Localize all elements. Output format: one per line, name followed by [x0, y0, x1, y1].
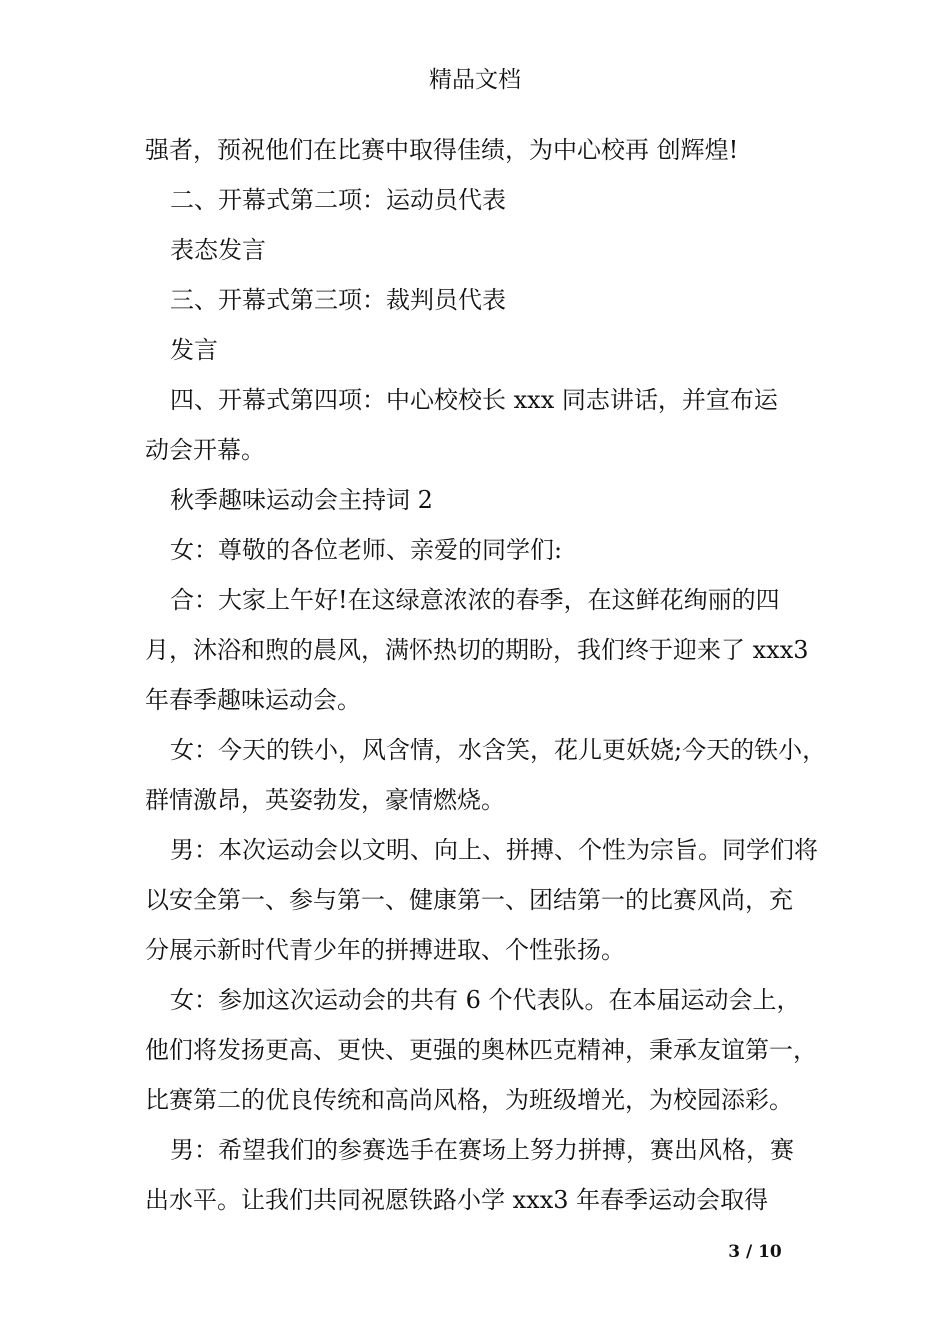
text-line: 出水平。让我们共同祝愿铁路小学 xxx3 年春季运动会取得 — [145, 1186, 769, 1214]
page-header-title: 精品文档 — [429, 67, 521, 93]
text-line: 年春季趣味运动会。 — [145, 686, 361, 714]
text-line: 月，沐浴和煦的晨风，满怀热切的期盼，我们终于迎来了 xxx3 — [145, 636, 809, 664]
text-line: 动会开幕。 — [145, 436, 265, 464]
text-line: 女：今天的铁小，风含情，水含笑，花儿更妖娆;今天的铁小， — [170, 736, 827, 764]
text-line: 发言 — [170, 336, 218, 364]
text-line: 男：希望我们的参赛选手在赛场上努力拼搏，赛出风格，赛 — [170, 1136, 794, 1164]
text-line: 强者，预祝他们在比赛中取得佳绩，为中心校再 创辉煌! — [145, 136, 739, 164]
text-line: 三、开幕式第三项：裁判员代表 — [170, 286, 506, 314]
text-line: 以安全第一、参与第一、健康第一、团结第一的比赛风尚，充 — [145, 886, 793, 914]
text-line: 合：大家上午好!在这绿意浓浓的春季，在这鲜花绚丽的四 — [170, 586, 780, 614]
text-line: 男：本次运动会以文明、向上、拼搏、个性为宗旨。同学们将 — [170, 836, 818, 864]
document-body — [145, 130, 827, 1230]
text-line: 他们将发扬更高、更快、更强的奥林匹克精神，秉承友谊第一， — [145, 1036, 817, 1064]
text-line: 女：参加这次运动会的共有 6 个代表队。在本届运动会上， — [170, 986, 801, 1014]
text-line: 二、开幕式第二项：运动员代表 — [170, 186, 506, 214]
page-number: 3 / 10 — [728, 1242, 782, 1262]
text-line: 分展示新时代青少年的拼搏进取、个性张扬。 — [145, 936, 625, 964]
text-line: 四、开幕式第四项：中心校校长 xxx 同志讲话，并宣布运 — [170, 386, 778, 414]
text-line: 女：尊敬的各位老师、亲爱的同学们: — [170, 536, 563, 564]
text-line: 表态发言 — [170, 236, 266, 264]
text-line: 群情激昂，英姿勃发，豪情燃烧。 — [145, 786, 505, 814]
text-line: 秋季趣味运动会主持词 2 — [170, 486, 433, 514]
text-line: 比赛第二的优良传统和高尚风格，为班级增光，为校园添彩。 — [145, 1086, 793, 1114]
